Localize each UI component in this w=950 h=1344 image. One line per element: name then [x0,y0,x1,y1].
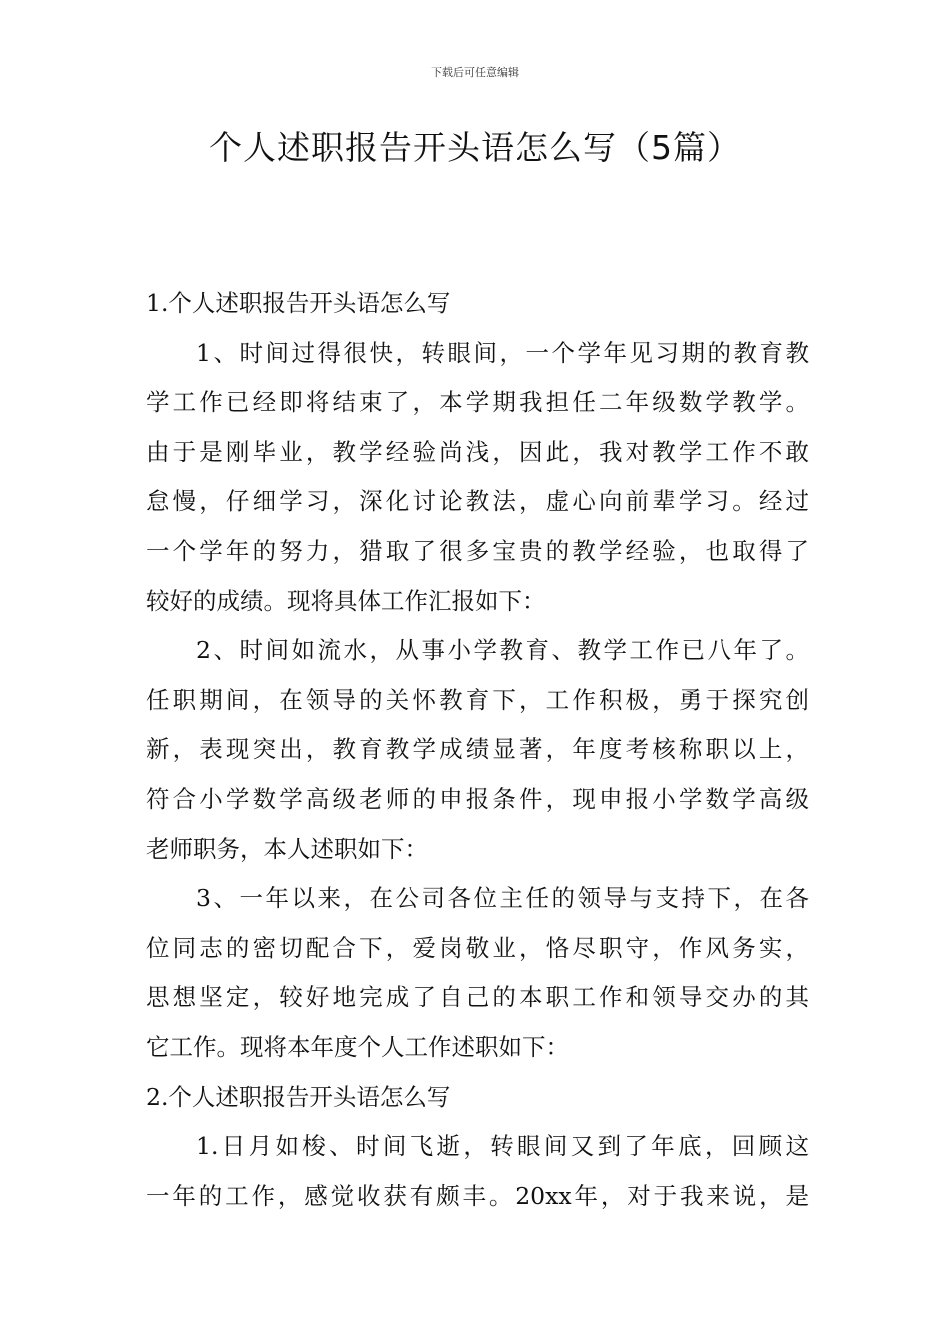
paragraph-line: 任职期间，在领导的关怀教育下，工作积极，勇于探究创 [146,685,809,714]
paragraph-line: 较好的成绩。现将具体工作汇报如下： [146,586,546,615]
paragraph-line: 它工作。现将本年度个人工作述职如下： [146,1032,569,1061]
paragraph-line: 老师职务，本人述职如下： [146,834,428,863]
document-title: 个人述职报告开头语怎么写（5篇） [209,128,741,167]
paragraph-line: 1、时间过得很快，转眼间，一个学年见习期的教育教 [196,338,809,367]
paragraph-line: 一年的工作，感觉收获有颇丰。20xx年，对于我来说，是 [146,1181,809,1210]
paragraph-line: 思想坚定，较好地完成了自己的本职工作和领导交办的其 [146,983,809,1012]
paragraph-line: 学工作已经即将结束了，本学期我担任二年级数学教学。 [146,388,809,417]
paragraph-line: 新，表现突出，教育教学成绩显著，年度考核称职以上， [146,735,809,764]
paragraph-line: 一个学年的努力，猎取了很多宝贵的教学经验，也取得了 [146,536,809,565]
paragraph-line: 由于是刚毕业，教学经验尚浅，因此，我对教学工作不敢 [146,437,809,466]
paragraph-line: 2、时间如流水，从事小学教育、教学工作已八年了。 [196,636,809,665]
paragraph-line: 3、一年以来，在公司各位主任的领导与支持下，在各 [196,884,809,913]
header-note: 下载后可任意编辑 [431,66,519,79]
paragraph-line: 位同志的密切配合下，爱岗敬业，恪尽职守，作风务实， [146,933,809,962]
section-heading-1: 1.个人述职报告开头语怎么写 [146,289,451,317]
section-heading-2: 2.个人述职报告开头语怎么写 [146,1082,451,1111]
paragraph-line: 1.日月如梭、时间飞逝，转眼间又到了年底，回顾这 [196,1132,809,1161]
paragraph-line: 符合小学数学高级老师的申报条件，现申报小学数学高级 [146,784,809,813]
document-body [146,279,809,1221]
paragraph-line: 怠慢，仔细学习，深化讨论教法，虚心向前辈学习。经过 [146,487,809,516]
